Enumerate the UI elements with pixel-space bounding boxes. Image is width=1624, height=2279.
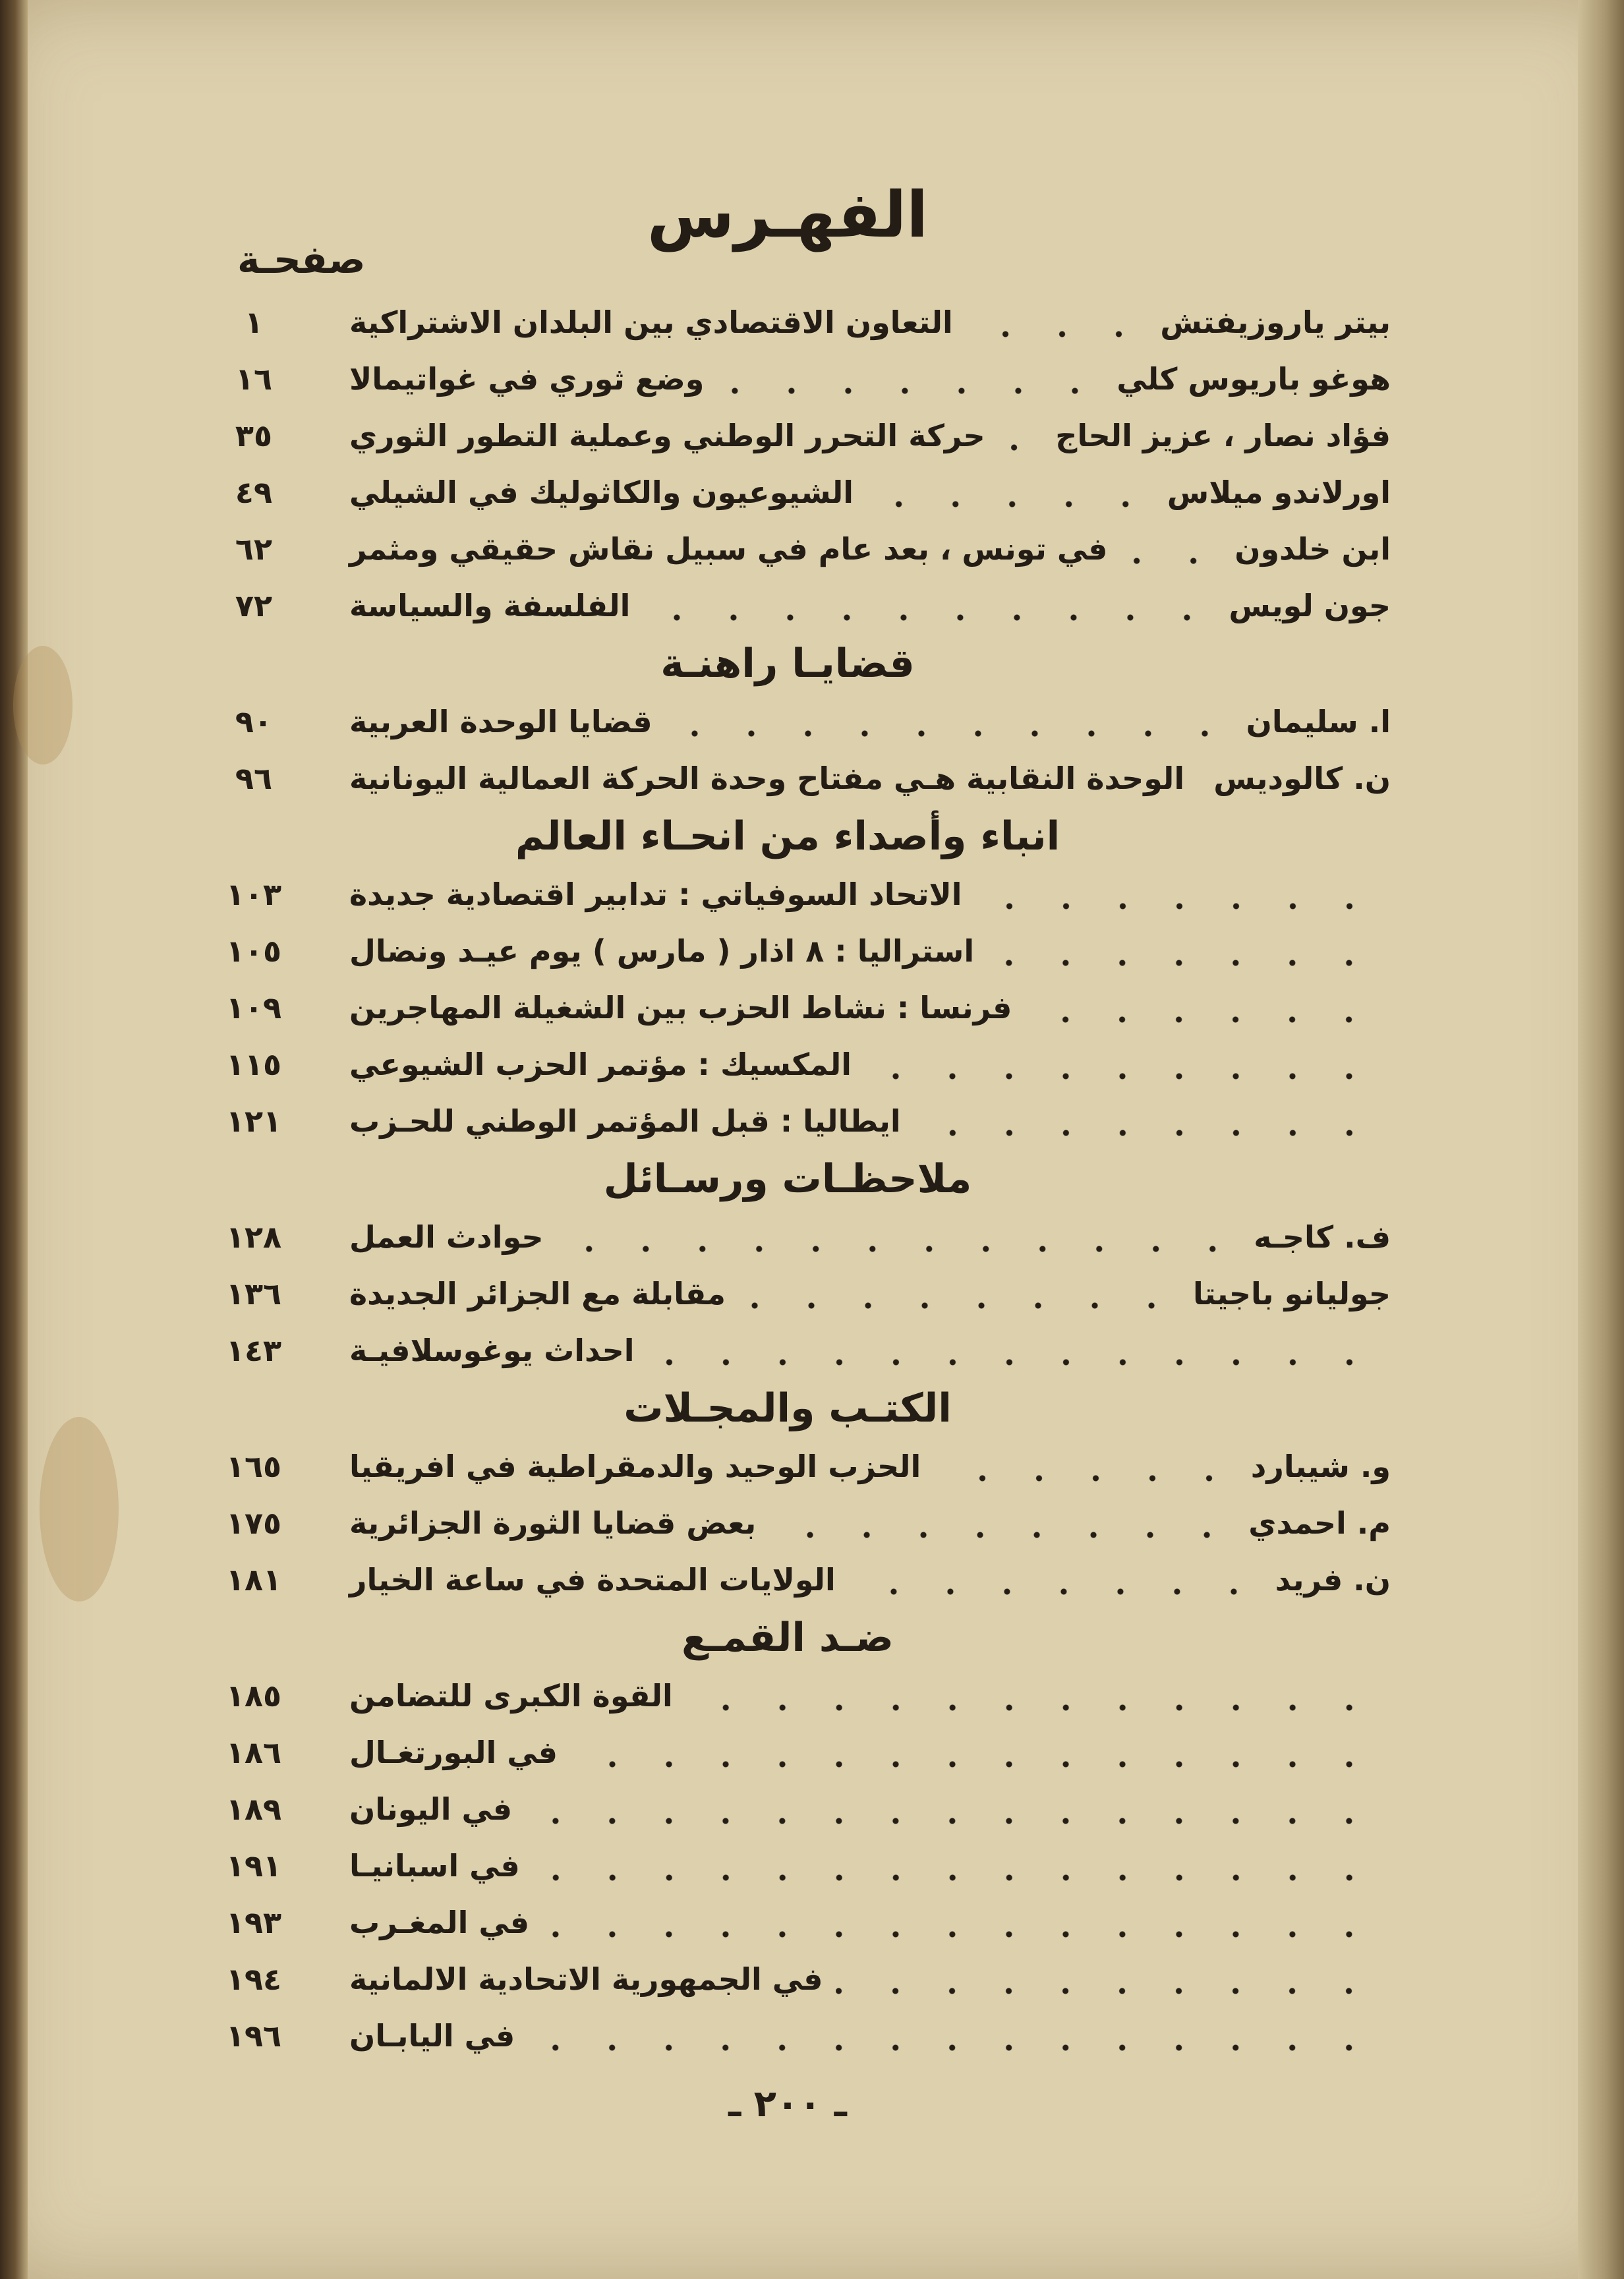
toc-entry: [185, 1791, 1391, 1847]
toc-entry: [185, 475, 1391, 530]
entry-title: الاتحاد السوفياتي : تدابير اقتصادية جديدة: [349, 877, 962, 912]
toc-entry: [185, 990, 1391, 1045]
entry-title: في الجمهورية الاتحادية الالمانية: [349, 1961, 823, 1997]
leader-dots: [975, 877, 1378, 923]
section-heading: ملاحظـات ورسـائل: [603, 1156, 972, 1202]
entry-page: ١٦٥: [225, 1449, 282, 1484]
entry-author: ن. كالوديس: [1213, 761, 1391, 796]
entry-page: ١٦: [235, 361, 273, 397]
entry-title: في اليابـان: [349, 2018, 515, 2054]
entry-author: ا. سليمان: [1246, 704, 1391, 739]
entry-title: بعض قضايا الثورة الجزائرية: [349, 1505, 757, 1541]
entry-page: ١٩٦: [225, 2018, 282, 2054]
toc-entry: [185, 2018, 1391, 2073]
entry-author: م. احمدي: [1248, 1505, 1391, 1541]
page-title: الفهـرس: [647, 178, 929, 252]
entry-title: في اليونان: [349, 1791, 513, 1827]
entry-title: المكسيك : مؤتمر الحزب الشيوعي: [349, 1047, 852, 1082]
toc-entry: [185, 1333, 1391, 1388]
entry-page: ٦٢: [235, 531, 273, 567]
entry-page: ١٩٣: [225, 1905, 282, 1940]
leader-dots: [557, 1219, 1241, 1265]
entry-author: فؤاد نصار ، عزيز الحاج: [1055, 418, 1391, 453]
entry-page: ٩٠: [235, 704, 273, 739]
entry-author: و. شيبارد: [1250, 1449, 1391, 1484]
entry-page: ١٠٣: [225, 877, 282, 912]
entry-author: ف. كاجـه: [1254, 1219, 1391, 1255]
toc-entry: [185, 531, 1391, 587]
entry-page: ١٣٦: [225, 1276, 282, 1312]
entry-title: التعاون الاقتصادي بين البلدان الاشتراكية: [349, 304, 953, 340]
entry-page: ١٢١: [225, 1103, 282, 1139]
toc-entry: [185, 304, 1391, 360]
toc-entry: [185, 1961, 1391, 2017]
entry-title: ايطاليا : قبل المؤتمر الوطني للحـزب: [349, 1103, 901, 1139]
entry-page: ١٩١: [225, 1848, 282, 1884]
entry-title: في تونس ، بعد عام في سبيل نقاش حقيقي ومثمر: [349, 531, 1108, 567]
toc-entry: [185, 1219, 1391, 1275]
leader-dots: [666, 704, 1233, 750]
page-number-footer: ـ ٢٠٠ ـ: [728, 2083, 847, 2125]
entry-page: ١٩٤: [225, 1961, 282, 1997]
leader-dots: [717, 361, 1103, 407]
leader-dots: [966, 304, 1147, 351]
toc-entry: [185, 761, 1391, 816]
entry-page: ٩٦: [235, 761, 273, 796]
entry-page: ١١٥: [225, 1047, 282, 1082]
page-edge: [1578, 0, 1624, 2279]
entry-page: ١٨١: [225, 1562, 282, 1598]
leader-dots: [739, 1276, 1180, 1322]
entry-page: ١: [244, 304, 264, 340]
entry-title: حوادث العمل: [349, 1219, 544, 1255]
toc-entry: [185, 1103, 1391, 1159]
entry-title: فرنسا : نشاط الحزب بين الشغيلة المهاجرين: [349, 990, 1012, 1025]
entry-title: وضع ثوري في غواتيمالا: [349, 361, 705, 397]
entry-page: ١٠٩: [225, 990, 282, 1025]
entry-author: اورلاندو ميلاس: [1167, 475, 1391, 510]
paper-stain: [40, 1417, 119, 1601]
entry-page: ١٨٥: [225, 1678, 282, 1714]
entry-title: الوحدة النقابية هـي مفتاح وحدة الحركة العمالية اليونانية: [349, 761, 1185, 796]
entry-title: الشيوعيون والكاثوليك في الشيلي: [349, 475, 854, 510]
leader-dots: [1121, 531, 1222, 577]
leader-dots: [836, 1961, 1378, 2007]
toc-entry: [185, 418, 1391, 473]
leader-dots: [533, 1848, 1378, 1894]
entry-title: الفلسفة والسياسة: [349, 588, 631, 623]
entry-title: الولايات المتحدة في ساعة الخيار: [349, 1562, 836, 1598]
entry-title: حركة التحرر الوطني وعملية التطور الثوري: [349, 418, 985, 453]
leader-dots: [914, 1103, 1378, 1149]
leader-dots: [571, 1735, 1378, 1781]
entry-title: احداث يوغوسلافيـة: [349, 1333, 635, 1368]
leader-dots: [987, 933, 1378, 979]
entry-title: في اسبانيـا: [349, 1848, 520, 1884]
entry-title: استراليا : ٨ اذار ( مارس ) يوم عيـد ونضال: [349, 933, 975, 969]
leader-dots: [865, 1047, 1378, 1093]
section-heading: الكتـب والمجـلات: [624, 1385, 952, 1431]
entry-page: ١٤٣: [225, 1333, 282, 1368]
toc-entry: [185, 1562, 1391, 1617]
entry-page: ٧٢: [235, 588, 273, 623]
toc-entry: [185, 704, 1391, 759]
paper-stain: [13, 646, 72, 764]
entry-title: قضايا الوحدة العربية: [349, 704, 652, 739]
toc-entry: [185, 1735, 1391, 1790]
leader-dots: [528, 2018, 1378, 2064]
entry-title: الحزب الوحيد والدمقراطية في افريقيا: [349, 1449, 921, 1484]
leader-dots: [686, 1678, 1378, 1724]
section-heading: قضايـا راهنـة: [660, 641, 915, 687]
page-column-header: صفحـة: [237, 237, 366, 282]
leader-dots: [769, 1505, 1235, 1551]
entry-page: ٤٩: [235, 475, 273, 510]
leader-dots: [525, 1791, 1378, 1837]
toc-entry: [185, 1047, 1391, 1102]
page-binding: [0, 0, 28, 2279]
entry-author: جون لويس: [1229, 588, 1391, 623]
toc-entry: [185, 877, 1391, 932]
leader-dots: [648, 1333, 1378, 1379]
entry-page: ١٢٨: [225, 1219, 282, 1255]
entry-title: في البورتغـال: [349, 1735, 558, 1770]
leader-dots: [934, 1449, 1238, 1495]
leader-dots: [867, 475, 1154, 521]
toc-entry: [185, 1678, 1391, 1733]
entry-page: ١٨٦: [225, 1735, 282, 1770]
entry-title: مقابلة مع الجزائر الجديدة: [349, 1276, 726, 1312]
entry-author: ن. فريد: [1275, 1562, 1391, 1598]
leader-dots: [1025, 990, 1378, 1036]
entry-title: في المغـرب: [349, 1905, 530, 1940]
entry-author: جوليانو باجيتا: [1193, 1276, 1391, 1312]
section-heading: ضـد القمـع: [681, 1615, 894, 1661]
leader-dots: [1198, 761, 1200, 807]
toc-entry: [185, 1848, 1391, 1903]
toc-entry: [185, 1449, 1391, 1504]
toc-entry: [185, 361, 1391, 417]
entry-page: ٣٥: [235, 418, 273, 453]
entry-page: ١٨٩: [225, 1791, 282, 1827]
toc-entry: [185, 1505, 1391, 1561]
toc-entry: [185, 1276, 1391, 1331]
leader-dots: [542, 1905, 1378, 1951]
toc-entry: [185, 933, 1391, 989]
leader-dots: [849, 1562, 1262, 1608]
table-of-contents: [185, 152, 1391, 2162]
entry-title: القوة الكبرى للتضامن: [349, 1678, 673, 1714]
toc-entry: [185, 1905, 1391, 1960]
entry-author: بيتر ياروزيفتش: [1160, 304, 1391, 340]
leader-dots: [643, 588, 1215, 634]
entry-page: ١٠٥: [225, 933, 282, 969]
section-heading: انباء وأصداء من انحـاء العالم: [515, 813, 1060, 859]
entry-author: ابن خلدون: [1234, 531, 1391, 567]
entry-page: ١٧٥: [225, 1505, 282, 1541]
entry-author: هوغو باريوس كلي: [1116, 361, 1391, 397]
toc-entry: [185, 588, 1391, 643]
leader-dots: [999, 418, 1043, 464]
